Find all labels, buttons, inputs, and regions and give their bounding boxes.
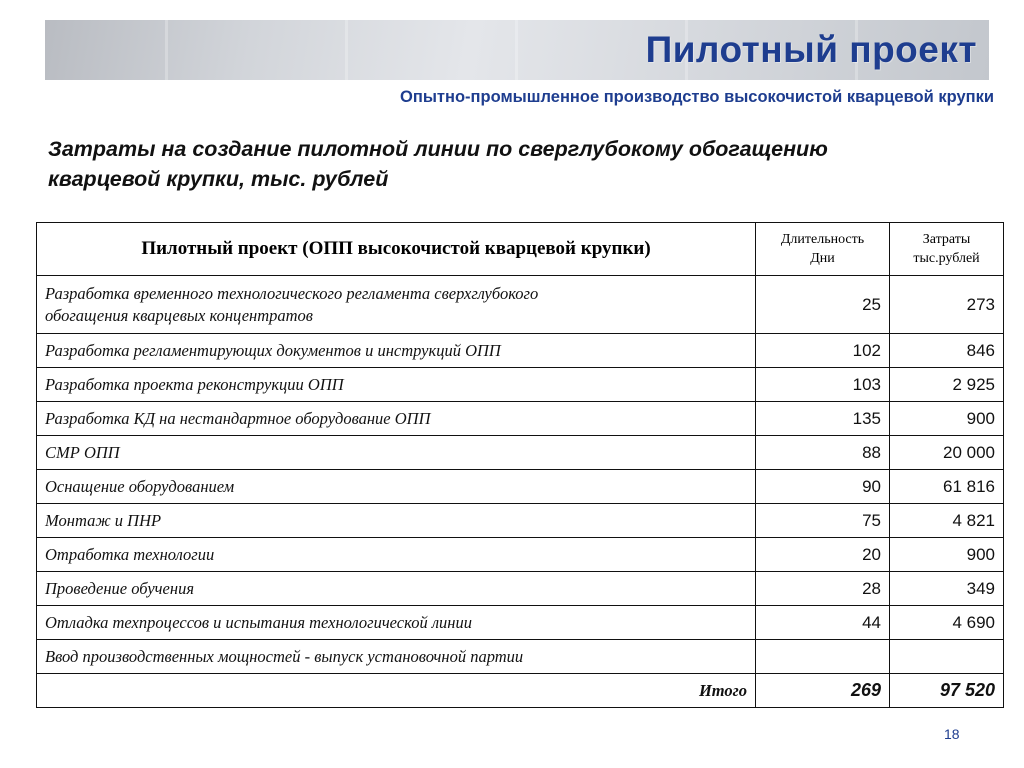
costs-table xyxy=(36,222,1004,708)
row-name: Разработка проекта реконструкции ОПП xyxy=(37,368,756,402)
row-cost: 4 821 xyxy=(890,504,1004,538)
row-name: Монтаж и ПНР xyxy=(37,504,756,538)
row-cost: 61 816 xyxy=(890,470,1004,504)
row-cost: 4 690 xyxy=(890,606,1004,640)
row-name: Разработка КД на нестандартное оборудование ОПП xyxy=(37,402,756,436)
row-name: Разработка регламентирующих документов и инструкций ОПП xyxy=(37,334,756,368)
page-title: Пилотный проект xyxy=(645,29,977,70)
row-name xyxy=(37,276,756,334)
header-banner xyxy=(45,20,989,80)
table-row xyxy=(37,334,1004,368)
table-row xyxy=(37,606,1004,640)
row-name: СМР ОПП xyxy=(37,436,756,470)
table-row xyxy=(37,470,1004,504)
column-header-name: Пилотный проект (ОПП высокочистой кварцевой крупки) xyxy=(37,223,756,276)
column-header-cost-line-2: тыс.рублей xyxy=(913,251,980,266)
row-name-line-2: обогащения кварцевых концентратов xyxy=(45,305,313,325)
row-cost: 846 xyxy=(890,334,1004,368)
column-header-duration-line-2: Дни xyxy=(810,251,835,266)
row-days: 75 xyxy=(756,504,890,538)
row-days: 44 xyxy=(756,606,890,640)
row-name: Отработка технологии xyxy=(37,538,756,572)
page-number: 18 xyxy=(944,726,960,742)
column-header-cost xyxy=(890,223,1004,276)
table-row xyxy=(37,504,1004,538)
row-cost: 900 xyxy=(890,538,1004,572)
row-cost: 349 xyxy=(890,572,1004,606)
table-row xyxy=(37,538,1004,572)
row-cost: 273 xyxy=(890,276,1004,334)
row-name: Отладка техпроцессов и испытания технологической линии xyxy=(37,606,756,640)
total-days: 269 xyxy=(756,674,890,708)
row-days: 90 xyxy=(756,470,890,504)
column-header-duration-line-1: Длительность xyxy=(780,232,865,247)
row-name-line-1: Разработка временного технологического регламента сверхглубокого xyxy=(45,283,539,303)
table-row xyxy=(37,368,1004,402)
row-name: Оснащение оборудованием xyxy=(37,470,756,504)
row-days: 135 xyxy=(756,402,890,436)
table-row xyxy=(37,402,1004,436)
row-cost xyxy=(890,640,1004,674)
row-days: 28 xyxy=(756,572,890,606)
row-name: Проведение обучения xyxy=(37,572,756,606)
section-heading-line-1: Затраты на создание пилотной линии по сверглубокому обогащению xyxy=(48,137,828,161)
table-row xyxy=(37,572,1004,606)
page-subtitle: Опытно-промышленное производство высокочистой кварцевой крупки xyxy=(400,88,994,106)
row-days: 102 xyxy=(756,334,890,368)
table-row xyxy=(37,640,1004,674)
row-days: 103 xyxy=(756,368,890,402)
column-header-duration xyxy=(756,223,890,276)
section-heading-line-2: кварцевой крупки, тыс. рублей xyxy=(48,167,389,191)
row-days: 25 xyxy=(756,276,890,334)
total-label: Итого xyxy=(37,674,756,708)
row-days: 20 xyxy=(756,538,890,572)
row-cost: 20 000 xyxy=(890,436,1004,470)
table-row xyxy=(37,436,1004,470)
row-name: Ввод производственных мощностей - выпуск установочной партии xyxy=(37,640,756,674)
table-row xyxy=(37,276,1004,334)
row-days xyxy=(756,640,890,674)
column-header-cost-line-1: Затраты xyxy=(922,232,971,247)
section-heading xyxy=(48,134,988,194)
row-days: 88 xyxy=(756,436,890,470)
row-cost: 2 925 xyxy=(890,368,1004,402)
table-header-row xyxy=(37,223,1004,276)
total-cost: 97 520 xyxy=(890,674,1004,708)
total-row xyxy=(37,674,1004,708)
row-cost: 900 xyxy=(890,402,1004,436)
